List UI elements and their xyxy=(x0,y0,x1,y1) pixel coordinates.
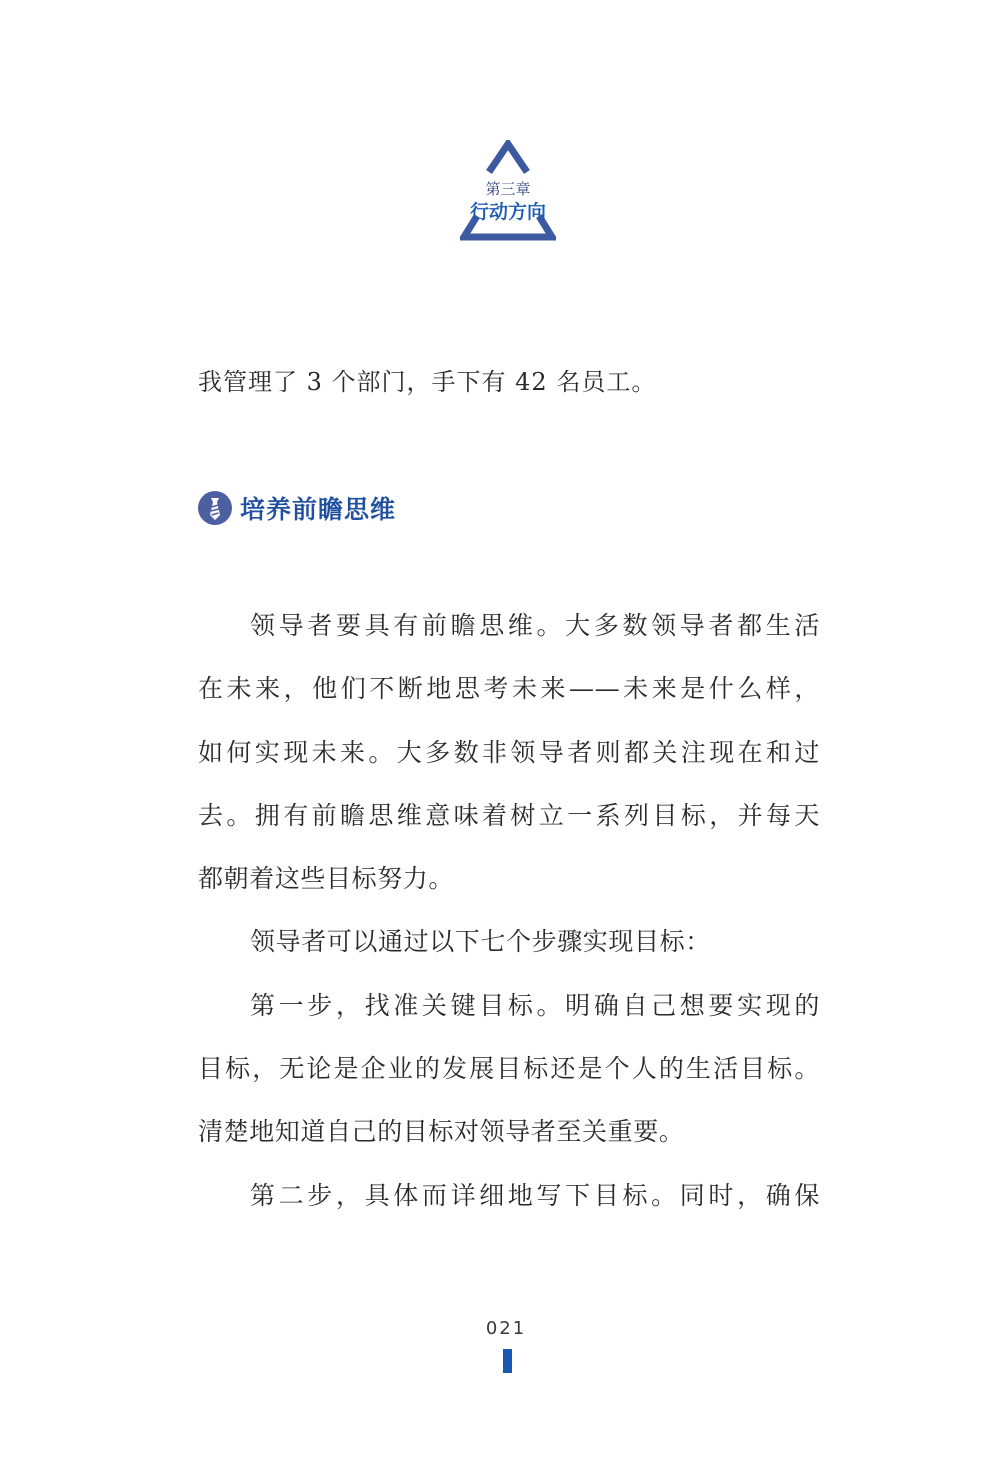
body-line: 第一步，找准关键目标。明确自己想要实现的 xyxy=(250,990,820,1020)
necktie-icon xyxy=(198,491,232,525)
body-line: 目标，无论是企业的发展目标还是个人的生活目标。 xyxy=(198,1054,820,1084)
body-line: 在未来，他们不断地思考未来——未来是什么样， xyxy=(198,674,820,704)
body-line: 领导者可以通过以下七个步骤实现目标： xyxy=(250,927,711,957)
body-line: 第二步，具体而详细地写下目标。同时，确保 xyxy=(250,1180,820,1210)
chapter-title: 行动方向 xyxy=(469,201,546,223)
body-line: 清楚地知道自己的目标对领导者至关重要。 xyxy=(198,1117,685,1147)
body-line: 都朝着这些目标努力。 xyxy=(198,864,455,894)
section-heading xyxy=(198,490,396,526)
section-title: 培养前瞻思维 xyxy=(240,495,397,524)
body-line: 去。拥有前瞻思维意味着树立一系列目标，并每天 xyxy=(198,800,820,830)
page-number: 021 xyxy=(485,1318,527,1339)
page-number-bar xyxy=(503,1349,512,1373)
body-text xyxy=(198,594,820,1227)
body-line: 如何实现未来。大多数非领导者则都关注现在和过 xyxy=(198,737,820,767)
chapter-number: 第三章 xyxy=(485,180,531,198)
chapter-header xyxy=(460,140,556,242)
body-line: 领导者要具有前瞻思维。大多数领导者都生活 xyxy=(250,611,820,640)
intro-text: 我管理了 3 个部门，手下有 42 名员工。 xyxy=(198,368,657,396)
